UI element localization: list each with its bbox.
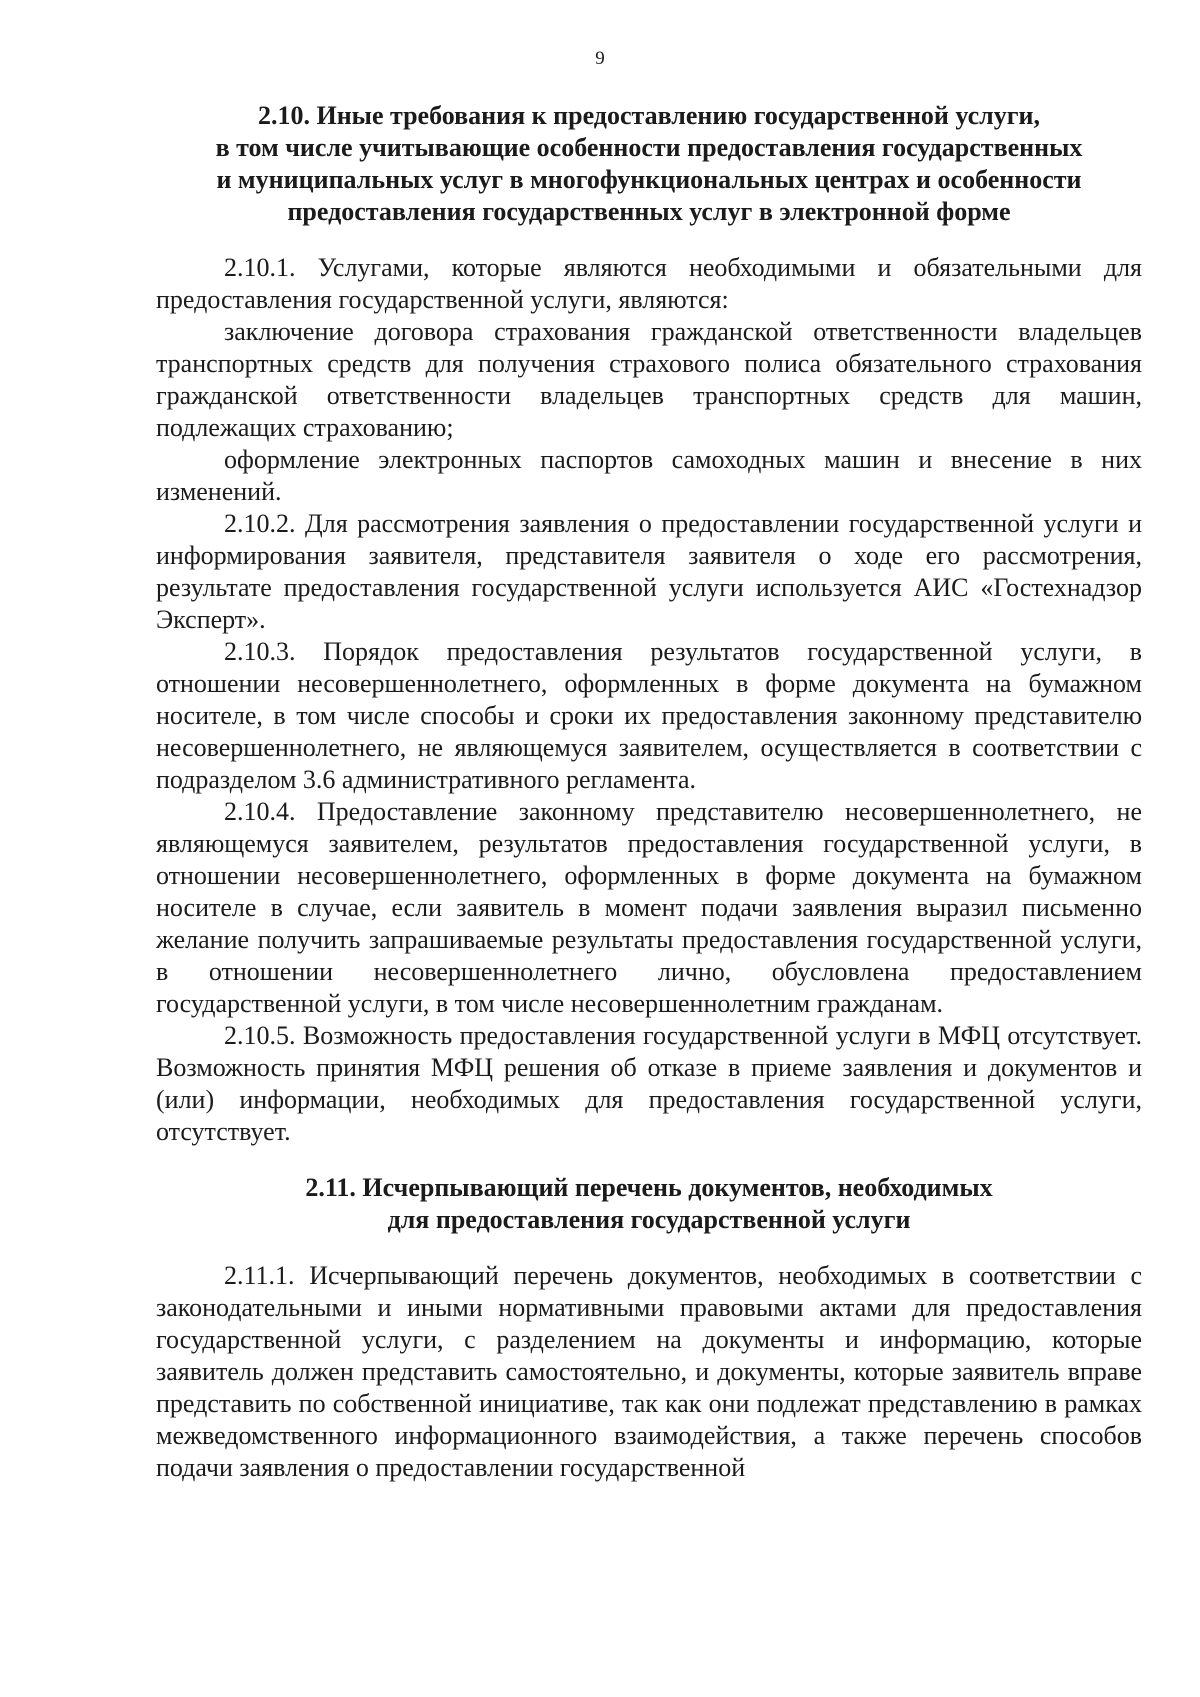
paragraph-2-10-3: 2.10.3. Порядок предоставления результатов государственной услуги, в отношении несовершеннолетнего, оформленных в форме документа на бумажном носителе, в том числе способы и сроки их предоставления законному представителю несовершеннолетнего, не являющемуся заявителем, осуществляется в соответствии с подразделом 3.6 административного регламента.: [156, 637, 1142, 794]
heading-line: 2.10. Иные требования к предоставлению государственной услуги,: [257, 101, 1041, 130]
page-number: 9: [595, 48, 605, 69]
document-body: [156, 100, 1142, 1484]
section-2-11-heading: [156, 1172, 1142, 1236]
paragraph-list-item: оформление электронных паспортов самоходных машин и внесение в них изменений.: [156, 445, 1142, 506]
heading-line: предоставления государственных услуг в электронной форме: [287, 197, 1011, 226]
paragraph-2-11-1: 2.11.1. Исчерпывающий перечень документов, необходимых в соответствии с законодательными и иными нормативными правовыми актами для предоставления государственной услуги, с разделением на документы и информацию, которые заявитель должен представить самостоятельно, и документы, которые заявитель вправе представить по собственной инициативе, так как они подлежат представлению в рамках межведомственного информационного взаимодействия, а также перечень способов подачи заявления о предоставлении государственной: [156, 1261, 1142, 1482]
paragraph-2-10-5: 2.10.5. Возможность предоставления государственной услуги в МФЦ отсутствует. Возможность принятия МФЦ решения об отказе в приеме заявления и документов и (или) информации, необходимых для предоставления государственной услуги, отсутствует.: [156, 1021, 1142, 1146]
paragraph-list-item: заключение договора страхования гражданской ответственности владельцев транспортных средств для получения страхового полиса обязательного страхования гражданской ответственности владельцев транспортных средств для машин, подлежащих страхованию;: [156, 317, 1142, 442]
paragraph-2-10-2: 2.10.2. Для рассмотрения заявления о предоставлении государственной услуги и информирования заявителя, представителя заявителя о ходе его рассмотрения, результате предоставления государственной услуги используется АИС «Гостехнадзор Эксперт».: [156, 509, 1142, 634]
spacer: [156, 228, 1142, 252]
paragraph-2-10-1: 2.10.1. Услугами, которые являются необходимыми и обязательными для предоставления государственной услуги, являются:: [156, 253, 1142, 314]
heading-line: для предоставления государственной услуги: [387, 1205, 911, 1234]
paragraph-2-10-4: 2.10.4. Предоставление законному представителю несовершеннолетнего, не являющемуся заявителем, результатов предоставления государственной услуги, в отношении несовершеннолетнего, оформленных в форме документа на бумажном носителе в случае, если заявитель в момент подачи заявления выразил письменно желание получить запрашиваемые результаты предоставления государственной услуги, в отношении несовершеннолетнего лично, обусловлена предоставлением государственной услуги, в том числе несовершеннолетним гражданам.: [156, 797, 1142, 1018]
heading-line: 2.11. Исчерпывающий перечень документов, необходимых: [305, 1173, 993, 1202]
section-2-10-heading: [156, 100, 1142, 228]
heading-line: и муниципальных услуг в многофункциональных центрах и особенности: [216, 165, 1082, 194]
spacer: [156, 1148, 1142, 1172]
heading-line: в том числе учитывающие особенности предоставления государственных: [215, 133, 1083, 162]
spacer: [156, 1236, 1142, 1260]
